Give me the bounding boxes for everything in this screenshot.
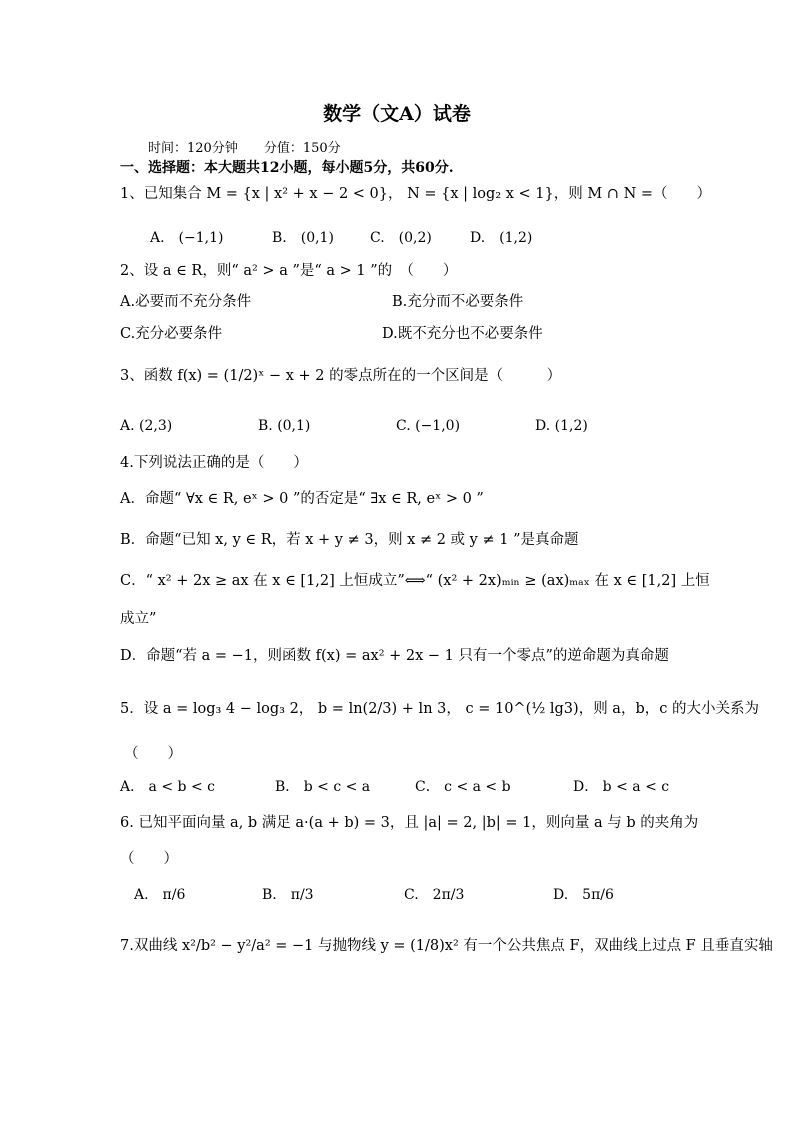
question-6-stem: 6. 已知平面向量 a, b 满足 a·(a + b) = 3，且 |a| = 2, |b| = 1，则向量 a 与 b 的夹角为	[120, 815, 699, 831]
question-5-stem: 5．设 a = log₃ 4 − log₃ 2， b = ln(2/3) + ln 3， c = 10^(½ lg3)，则 a，b，c 的大小关系为	[120, 701, 759, 717]
question-3-stem: 3、函数 f(x) = (1/2)ˣ − x + 2 的零点所在的一个区间是（ ）	[120, 368, 562, 384]
q5-option-b: B． b < c < a	[275, 779, 371, 795]
q2-option-a: A.必要而不充分条件	[120, 294, 252, 310]
q1-option-d: D. (1,2)	[470, 230, 533, 246]
q5-option-a: A． a < b < c	[120, 779, 215, 795]
question-2-stem: 2、设 a ∈ R，则“ a² > a ”是“ a > 1 ”的 （ ）	[120, 263, 458, 279]
q1-option-c: C. (0,2)	[370, 230, 432, 246]
q4-option-b: B．命题“已知 x, y ∈ R，若 x + y ≠ 3，则 x ≠ 2 或 y ≠ 1 ”是真命题	[120, 532, 579, 548]
q2-option-d: D.既不充分也不必要条件	[382, 326, 543, 342]
q2-option-b: B.充分而不必要条件	[392, 294, 524, 310]
question-7-stem: 7.双曲线 x²/b² − y²/a² = −1 与抛物线 y = (1/8)x² 有一个公共焦点 F，双曲线上过点 F 且垂直实轴	[120, 938, 773, 954]
q5-option-d: D． b < a < c	[573, 779, 670, 795]
q6-option-a: A. π/6	[134, 887, 186, 903]
q5-option-c: C． c < a < b	[415, 779, 511, 795]
q4-option-d: D．命题“若 a = −1，则函数 f(x) = ax² + 2x − 1 只有一个零点”的逆命题为真命题	[120, 648, 669, 664]
q1-option-b: B. (0,1)	[272, 230, 334, 246]
q4-option-c-line1: C．“ x² + 2x ≥ ax 在 x ∈ [1,2] 上恒成立”⟺“ (x² + 2x)ₘᵢₙ ≥ (ax)ₘₐₓ 在 x ∈ [1,2] 上恒	[120, 573, 710, 589]
q1-option-a: A. (−1,1)	[150, 230, 224, 246]
q3-option-d: D. (1,2)	[535, 418, 588, 434]
section-heading: 一、选择题：本大题共12小题，每小题5分，共60分.	[120, 160, 454, 176]
q4-option-a: A．命题“ ∀x ∈ R, eˣ > 0 ”的否定是“ ∃x ∈ R, eˣ > 0 ”	[120, 491, 484, 507]
q2-option-c: C.充分必要条件	[120, 326, 223, 342]
q3-option-a: A. (2,3)	[120, 418, 173, 434]
q6-option-c: C. 2π/3	[404, 887, 465, 903]
page-title: 数学（文A）试卷	[323, 103, 471, 125]
question-4-stem: 4.下列说法正确的是（ ）	[120, 455, 308, 471]
q6-option-d: D. 5π/6	[553, 887, 614, 903]
q6-option-b: B. π/3	[262, 887, 314, 903]
q4-option-c-line2: 成立”	[120, 611, 157, 627]
q6-answer-paren: （ ）	[120, 851, 178, 867]
q3-option-b: B. (0,1)	[258, 418, 311, 434]
q5-answer-paren: （ ）	[124, 746, 182, 762]
q3-option-c: C. (−1,0)	[396, 418, 461, 434]
exam-meta: 时间：120分钟 分值：150分	[148, 141, 341, 156]
question-1-stem: 1、已知集合 M = {x | x² + x − 2 < 0}， N = {x | log₂ x < 1}，则 M ∩ N =（ ）	[120, 186, 712, 202]
